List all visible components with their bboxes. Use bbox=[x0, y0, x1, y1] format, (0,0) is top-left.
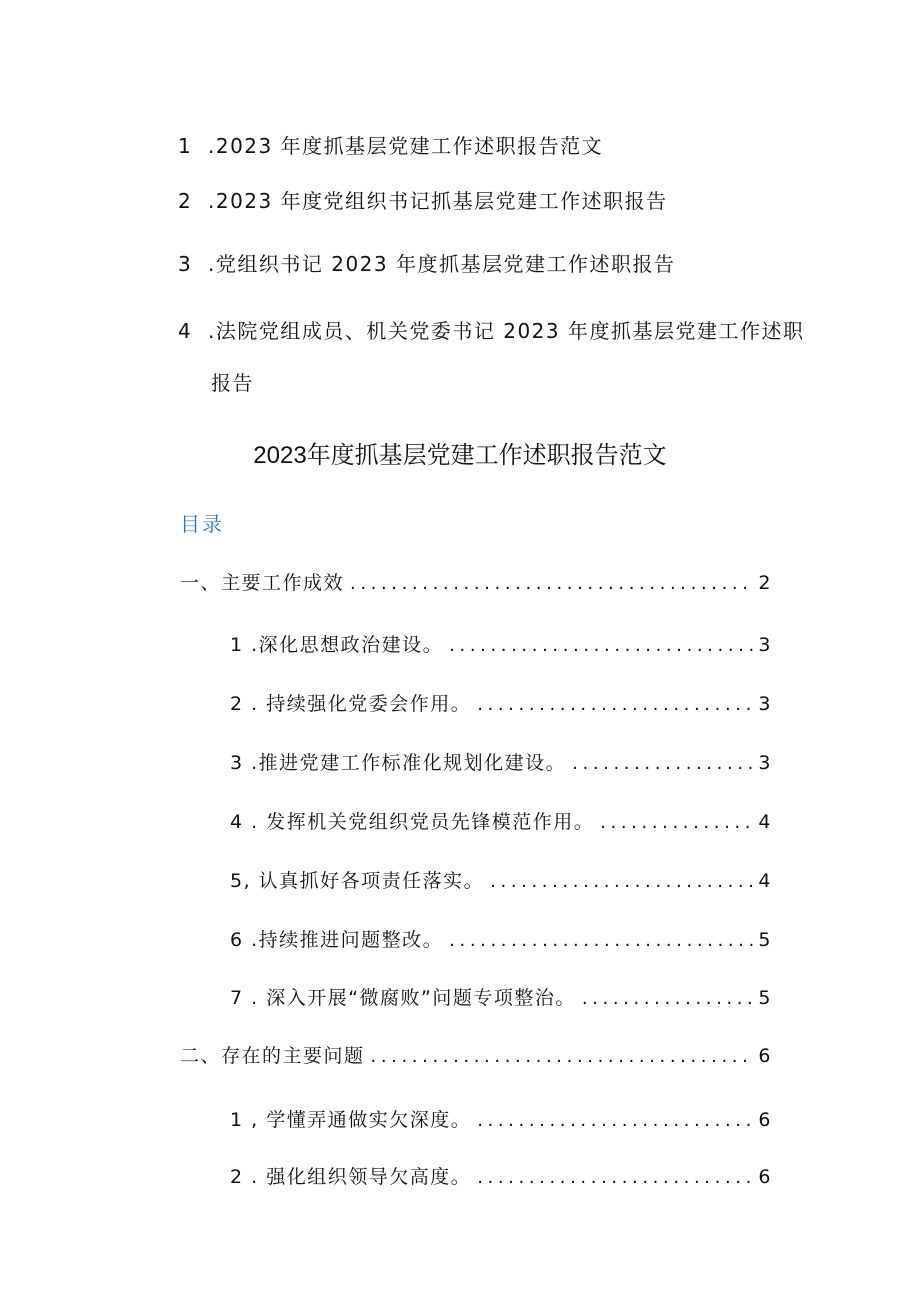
toc-dot-leader bbox=[582, 990, 755, 1008]
toc-entry[interactable] bbox=[230, 931, 772, 950]
list-item-1 bbox=[178, 136, 603, 156]
toc-dot-leader bbox=[477, 1112, 754, 1130]
toc-dot-leader bbox=[490, 873, 754, 891]
toc-entry-label: 一、主要工作成效 bbox=[180, 572, 345, 594]
toc-dot-leader bbox=[449, 637, 754, 655]
list-text-continuation: 报告 bbox=[211, 371, 254, 395]
toc-entry-label: 1 .深化思想政治建设。 bbox=[230, 634, 444, 656]
toc-entry-label: 5, 认真抓好各项责任落实。 bbox=[230, 870, 485, 892]
list-text: .法院党组成员、机关党委书记 2023 年度抓基层党建工作述职 bbox=[208, 319, 805, 343]
toc-page-number: 2 bbox=[758, 572, 772, 594]
toc-dot-leader bbox=[477, 1169, 754, 1187]
toc-page-number: 6 bbox=[758, 1109, 772, 1131]
list-number: 1 bbox=[178, 134, 193, 158]
toc-dot-leader bbox=[477, 696, 754, 714]
toc-entry-label: 3 .推进党建工作标准化规划化建设。 bbox=[230, 752, 567, 774]
toc-page-number: 3 bbox=[758, 693, 772, 715]
toc-entry[interactable] bbox=[230, 636, 772, 655]
toc-dot-leader bbox=[572, 755, 754, 773]
toc-entry[interactable] bbox=[230, 695, 772, 714]
list-text: .2023 年度党组织书记抓基层党建工作述职报告 bbox=[208, 189, 668, 213]
toc-page-number: 6 bbox=[758, 1166, 772, 1188]
toc-entry[interactable] bbox=[230, 872, 772, 891]
toc-entry-label: 二、存在的主要问题 bbox=[180, 1045, 365, 1067]
toc-entry-label: 2 . 强化组织领导欠高度。 bbox=[230, 1166, 472, 1188]
toc-dot-leader bbox=[600, 814, 754, 832]
list-text: .党组织书记 2023 年度抓基层党建工作述职报告 bbox=[208, 252, 676, 276]
toc-page-number: 3 bbox=[758, 634, 772, 656]
toc-entry[interactable] bbox=[230, 1111, 772, 1130]
list-number: 3 bbox=[178, 252, 193, 276]
toc-entry-label: 4 . 发挥机关党组织党员先锋模范作用。 bbox=[230, 811, 595, 833]
toc-page-number: 6 bbox=[758, 1045, 772, 1067]
toc-dot-leader bbox=[449, 932, 754, 950]
toc-entry-label: 6 .持续推进问题整改。 bbox=[230, 929, 444, 951]
toc-entry[interactable] bbox=[230, 1168, 772, 1187]
toc-entry[interactable] bbox=[180, 1047, 772, 1066]
toc-page-number: 5 bbox=[758, 987, 772, 1009]
list-item-3 bbox=[178, 254, 675, 274]
toc-entry[interactable] bbox=[230, 754, 772, 773]
toc-entry-label: 2 . 持续强化党委会作用。 bbox=[230, 693, 472, 715]
toc-entry[interactable] bbox=[230, 813, 772, 832]
list-number: 4 bbox=[178, 319, 193, 343]
toc-page-number: 5 bbox=[758, 929, 772, 951]
toc-dot-leader bbox=[371, 1048, 755, 1066]
list-item-2 bbox=[178, 191, 668, 211]
list-item-4 bbox=[178, 321, 804, 393]
document-title: 2023年度抓基层党建工作述职报告范文 bbox=[253, 442, 667, 469]
toc-entry-label: 1 , 学懂弄通做实欠深度。 bbox=[230, 1109, 472, 1131]
toc-entry[interactable] bbox=[180, 574, 772, 593]
list-text: .2023 年度抓基层党建工作述职报告范文 bbox=[208, 134, 604, 158]
toc-page-number: 3 bbox=[758, 752, 772, 774]
toc-heading: 目录 bbox=[180, 512, 224, 536]
list-number: 2 bbox=[178, 189, 193, 213]
toc-page-number: 4 bbox=[758, 870, 772, 892]
toc-page-number: 4 bbox=[758, 811, 772, 833]
toc-dot-leader bbox=[350, 575, 754, 593]
toc-entry[interactable] bbox=[230, 989, 772, 1008]
toc-entry-label: 7 . 深入开展“微腐败”问题专项整治。 bbox=[230, 987, 576, 1009]
